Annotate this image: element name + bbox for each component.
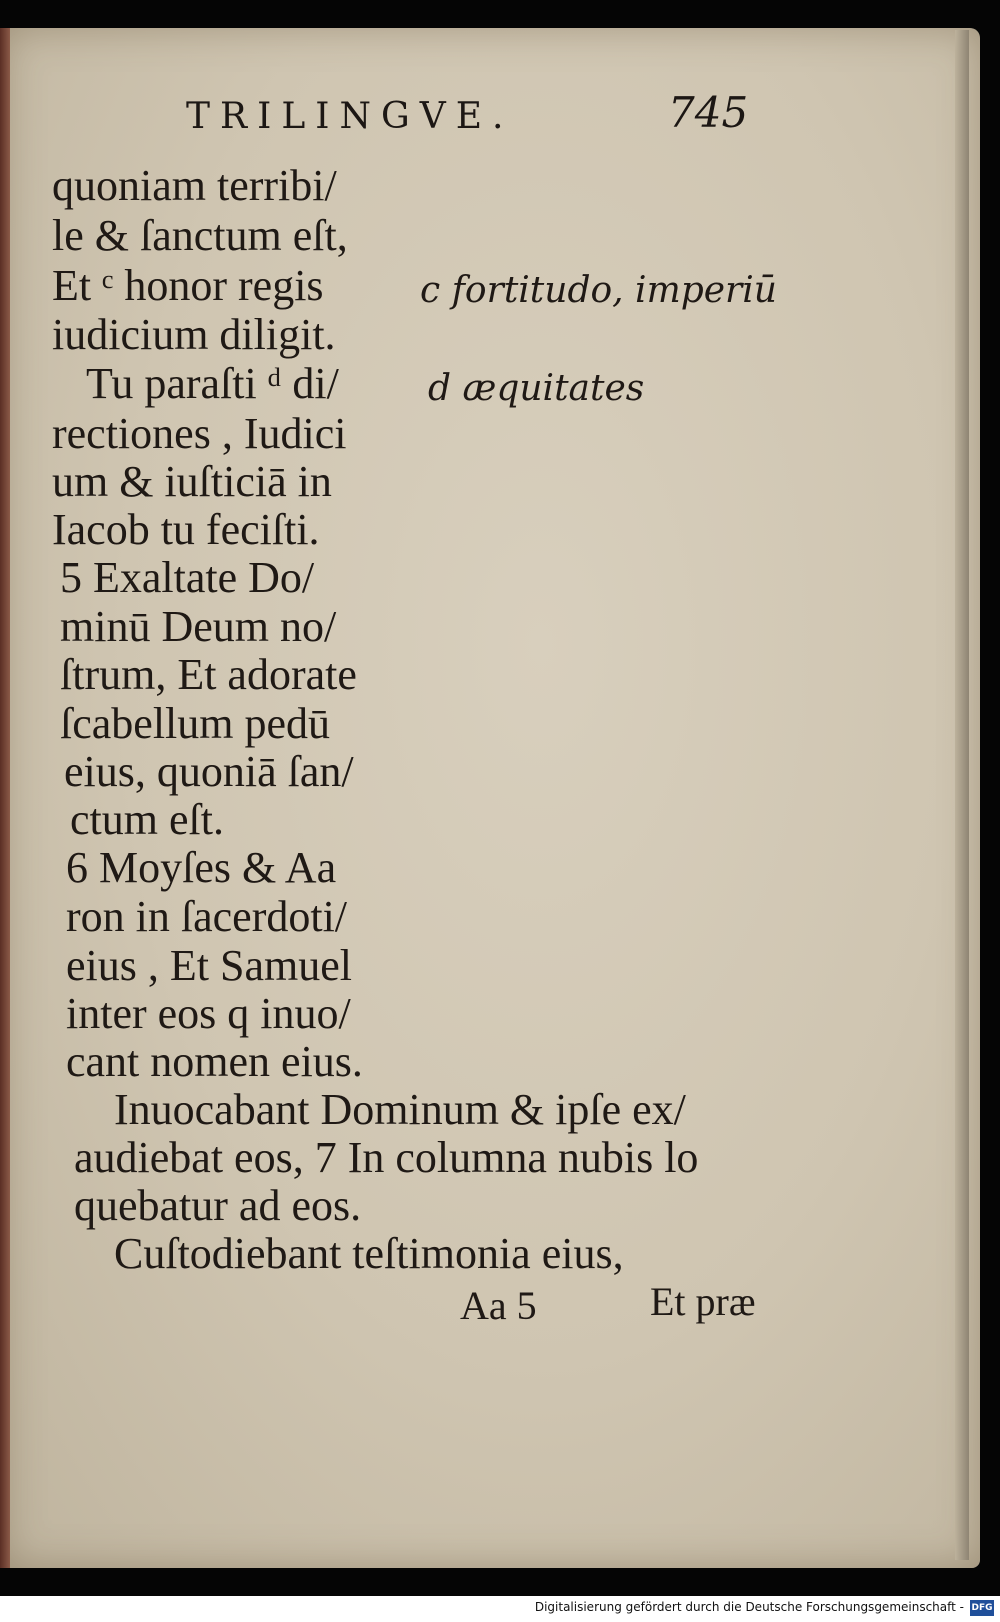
text-line: Cuſtodiebant teſtimonia eius, [114,1229,624,1278]
text-line: Et ᶜ honor regis [52,261,324,310]
page-edge-shadow [955,30,969,1560]
text-line: Inuocabant Dominum & ipſe ex/ [114,1085,686,1134]
text-line: ſtrum, Et adorate [60,650,357,699]
page-number: 745 [668,88,749,137]
dfg-logo: DFG [970,1600,994,1616]
marginal-note: c fortitudo, imperiū [420,270,777,311]
text-line: Tu paraſti ᵈ di/ [86,359,339,408]
text-line: ctum eſt. [70,795,224,844]
funding-credit: Digitalisierung gefördert durch die Deutsche Forschungsgemeinschaft - [534,1600,964,1614]
text-line: eius , Et Samuel [66,941,352,990]
text-line: 6 Moyſes & Aa [66,843,337,892]
signature-mark: Aa 5 [460,1283,537,1328]
credit-bar [0,1596,1000,1622]
text-line: rectiones , Iudici [52,409,347,458]
text-line: Iacob tu feciſti. [52,505,320,554]
text-line: quebatur ad eos. [74,1181,362,1230]
text-line: iudicium diligit. [52,310,336,359]
text-line: ron in ſacerdoti/ [66,892,348,941]
text-line: inter eos q inuo/ [66,989,351,1038]
text-line: le & ſanctum eſt, [52,211,348,260]
text-line: um & iuſticiā in [52,457,332,506]
text-line: ſcabellum pedū [60,699,331,748]
text-line: cant nomen eius. [66,1037,363,1086]
running-title: TRILINGVE. [186,96,514,137]
text-line: audiebat eos, 7 In columna nubis lo [74,1133,699,1182]
text-line: quoniam terribi/ [52,161,337,210]
marginal-note: d æquitates [428,368,645,409]
text-line: minū Deum no/ [60,602,337,651]
catchword: Et præ [650,1279,756,1324]
book-spine-edge [0,28,10,1568]
text-line: eius, quoniā ſan/ [64,747,354,796]
text-line: 5 Exaltate Do/ [60,553,315,602]
